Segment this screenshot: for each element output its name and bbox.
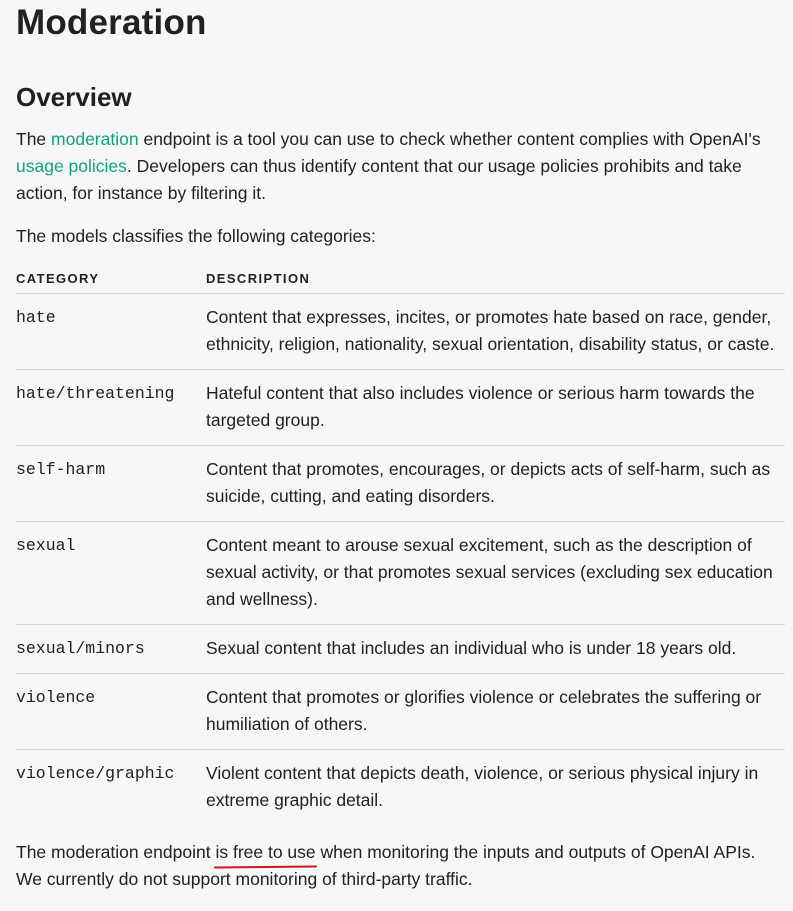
description-cell: Content that promotes or glorifies violence or celebrates the suffering or humiliation of others.	[206, 674, 785, 750]
category-cell: sexual/minors	[16, 625, 206, 674]
description-cell: Sexual content that includes an individual who is under 18 years old.	[206, 625, 785, 674]
footer-text-2: when monitoring the inputs and outputs of OpenAI APIs. We currently do not support monitoring of third-party traffic.	[16, 842, 756, 889]
table-row	[16, 370, 785, 446]
description-column-header: DESCRIPTION	[206, 271, 785, 294]
intro-text-2: endpoint is a tool you can use to check whether content complies with OpenAI's	[138, 129, 761, 149]
intro-text-1: The	[16, 129, 52, 149]
pricing-note-paragraph	[16, 839, 785, 893]
overview-intro-paragraph	[16, 126, 785, 207]
category-cell: violence	[16, 674, 206, 750]
models-classifies-text: The models classifies the following categories:	[16, 226, 376, 246]
table-row	[16, 674, 785, 750]
table-row	[16, 294, 785, 370]
table-row	[16, 625, 785, 674]
footer-text-1: The moderation endpoint	[16, 842, 216, 862]
intro-text-3: . Developers can thus identify content that our usage policies prohibits and take action, for instance by filtering it.	[16, 156, 742, 203]
table-row	[16, 522, 785, 625]
description-cell: Content that expresses, incites, or promotes hate based on race, gender, ethnicity, religion, nationality, sexual orientation, disability status, or caste.	[206, 294, 785, 370]
description-cell: Content that promotes, encourages, or depicts acts of self-harm, such as suicide, cutting, and eating disorders.	[206, 446, 785, 522]
table-row	[16, 750, 785, 826]
categories-table	[16, 271, 785, 825]
description-cell: Violent content that depicts death, violence, or serious physical injury in extreme graphic detail.	[206, 763, 759, 810]
table-header-row	[16, 271, 785, 294]
free-to-use-highlight: is free to use	[215, 839, 315, 866]
description-cell: Content meant to arouse sexual excitement, such as the description of sexual activity, or that promotes sexual services (excluding sex education and wellness).	[206, 522, 785, 625]
usage-policies-link[interactable]: usage policies	[16, 156, 127, 176]
overview-heading: Overview	[16, 82, 132, 112]
category-cell: hate/threatening	[16, 370, 206, 446]
moderation-link[interactable]: moderation	[51, 129, 139, 149]
category-cell: self-harm	[16, 446, 206, 522]
description-cell: Hateful content that also includes violence or serious harm towards the targeted group.	[206, 370, 785, 446]
page-title: Moderation	[16, 3, 207, 42]
category-column-header: CATEGORY	[16, 271, 206, 294]
category-cell: hate	[16, 294, 206, 370]
category-cell: sexual	[16, 522, 206, 625]
table-row	[16, 446, 785, 522]
category-cell: violence/graphic	[16, 764, 175, 783]
